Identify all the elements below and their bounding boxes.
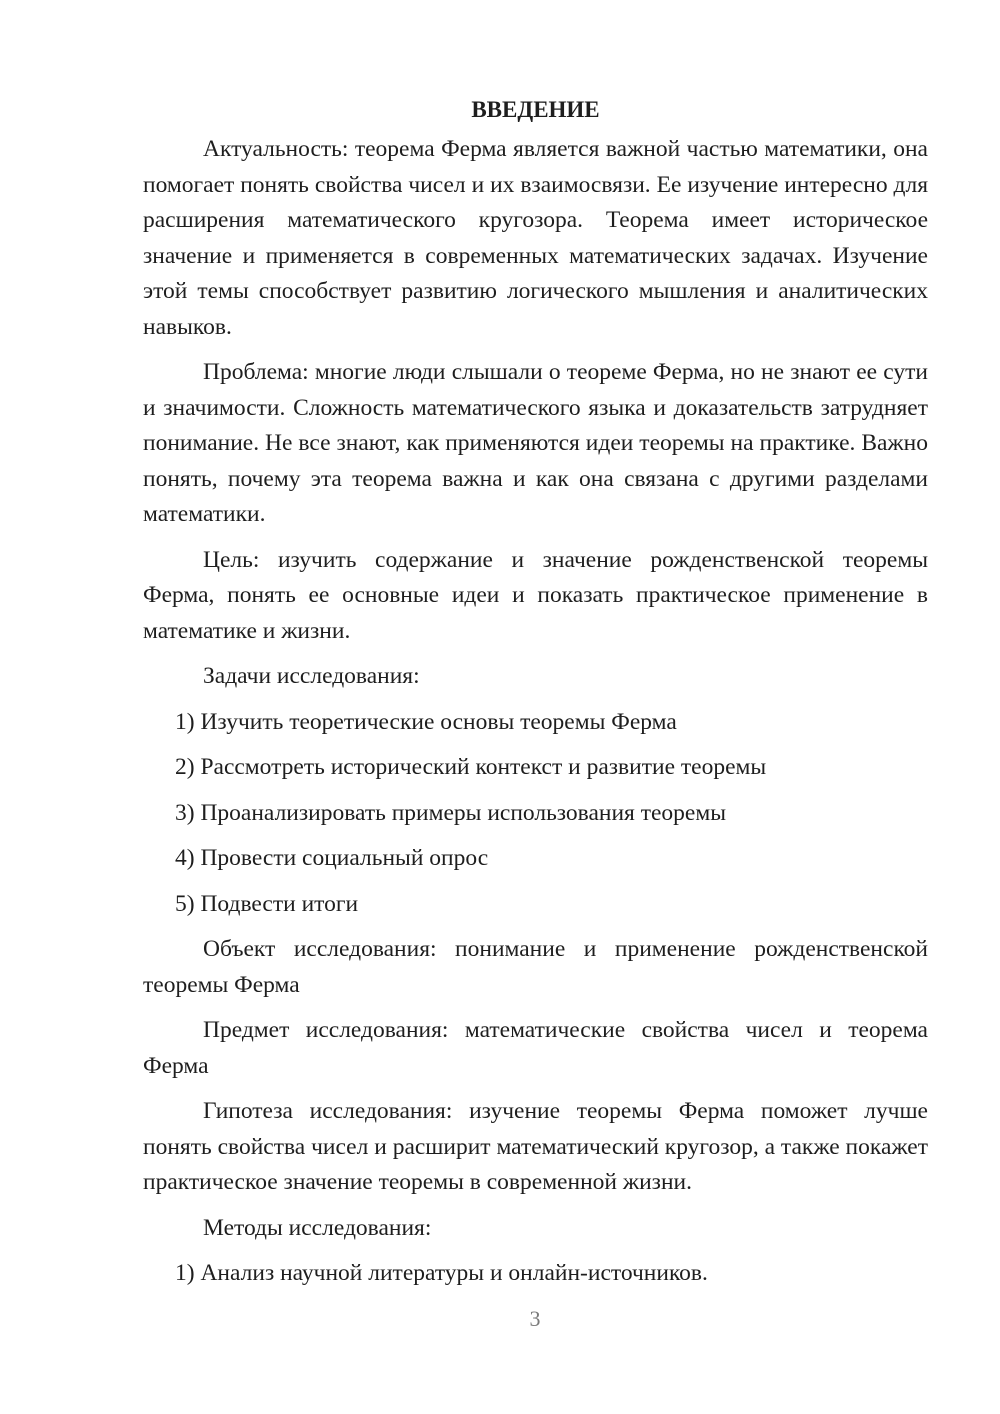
page-content [143,92,928,1302]
task-item: 1) Изучить теоретические основы теоремы Ферма [175,708,677,735]
problem-paragraph: Проблема: многие люди слышали о теореме Ферма, но не знают ее сути и значимости. Сложность математического языка и доказательств затрудняет понимание. Не все знают, как применяются идеи теоремы на практике. Важно понять, почему эта теорема важна и как она связана с другими разделами математики. [143,359,928,527]
task-item: 2) Рассмотреть исторический контекст и развитие теоремы [175,754,767,780]
page-number: 3 [529,1306,541,1331]
object-paragraph: Объект исследования: понимание и применение рожденственской теоремы Ферма [143,936,928,998]
task-item: 3) Проанализировать примеры использования теоремы [175,799,727,826]
hypothesis-paragraph: Гипотеза исследования: изучение теоремы Ферма поможет лучше понять свойства чисел и расширит математический кругозор, а также покажет практическое значение теоремы в современной жизни. [143,1098,928,1195]
section-heading: ВВЕДЕНИЕ [471,97,600,122]
method-item: 1) Анализ научной литературы и онлайн-источников. [175,1260,708,1286]
task-item: 4) Провести социальный опрос [175,845,489,871]
methods-title: Методы исследования: [203,1214,432,1241]
subject-paragraph: Предмет исследования: математические свойства чисел и теорема Ферма [143,1017,928,1079]
tasks-title: Задачи исследования: [203,663,420,689]
task-item: 5) Подвести итоги [175,890,359,917]
relevance-paragraph: Актуальность: теорема Ферма является важной частью математики, она помогает понять свойства чисел и их взаимосвязи. Ее изучение интересно для расширения математического кругозора. Теорема имеет историческое значение и применяется в современных математических задачах. Изучение этой темы способствует развитию логического мышления и аналитических навыков. [143,136,928,340]
goal-paragraph: Цель: изучить содержание и значение рожденственской теоремы Ферма, понять ее основные идеи и показать практическое применение в математике и жизни. [143,546,928,644]
